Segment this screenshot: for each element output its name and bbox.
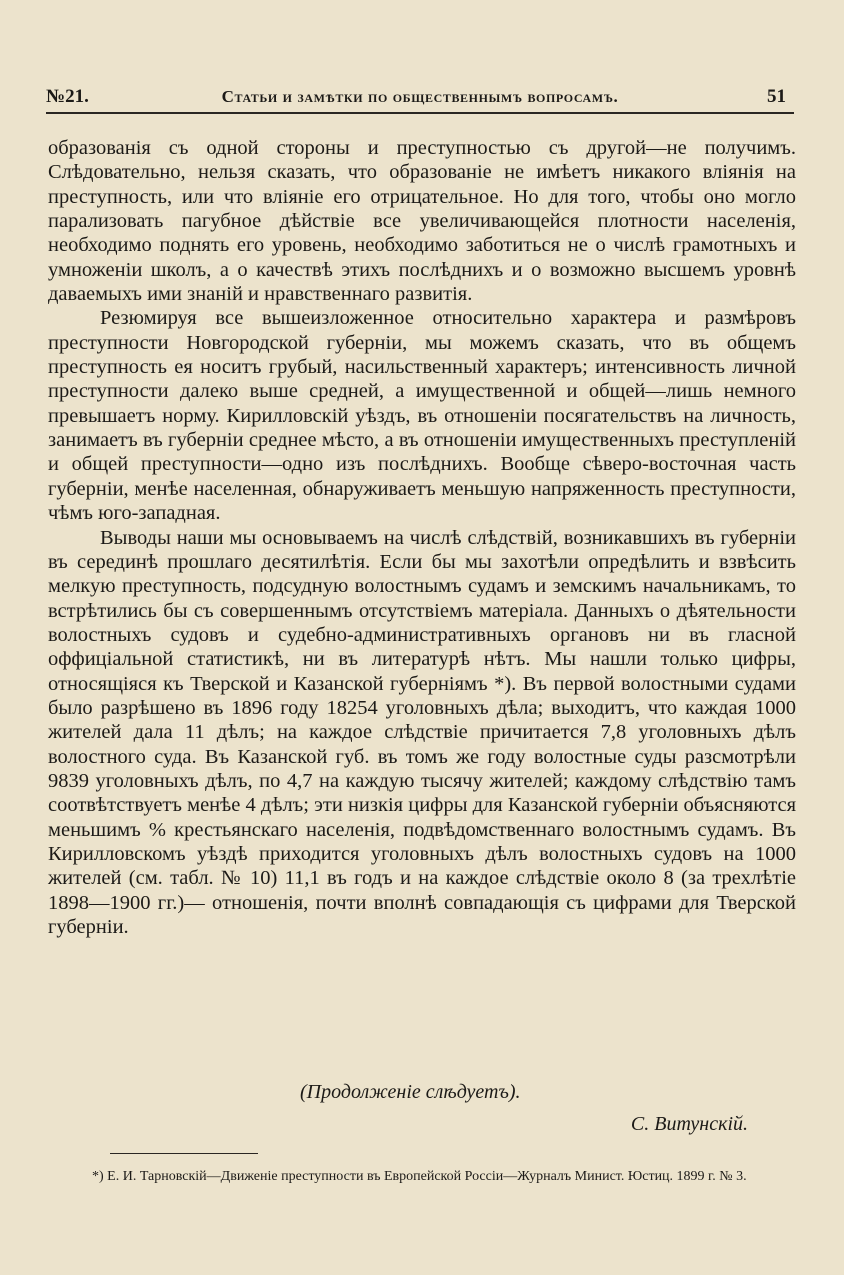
author-signature: С. Витунскій. [630, 1113, 748, 1135]
paragraph-summary: Резюмируя все вышеизложенное относительно характера и размѣровъ преступности Новгородской губерніи, мы можемъ сказать, что въ общемъ преступность ея носитъ грубый, насильственный характеръ; интенсивность личной преступности далеко выше средней, а имущественной и общей—лишь немного превышаетъ норму. Кирилловскій уѣздъ, въ отношеніи посягательствъ на личность, занимаетъ въ губерніи среднее мѣсто, а въ отношеніи имущественныхъ преступленій и общей преступности—одно изъ послѣднихъ. Вообще сѣверо-восточная часть губерніи, менѣе населенная, обнаруживаетъ меньшую напряженность преступности, чѣмъ юго-западная. [48, 307, 796, 525]
section-title: Статьи и замѣтки по общественнымъ вопросамъ. [221, 87, 619, 106]
paragraph-conclusions: Выводы наши мы основываемъ на числѣ слѣдствій, возникавшихъ въ губерніи въ серединѣ прошлаго десятилѣтія. Если бы мы захотѣли опредѣлить и взвѣсить мелкую преступность, подсудную волостнымъ судамъ и земскимъ начальникамъ, то встрѣтились бы съ совершеннымъ отсутствіемъ матеріала. Данныхъ о дѣятельности волостныхъ судовъ и судебно-административныхъ органовъ ни въ гласной оффиціальной статистикѣ, ни въ литературѣ нѣтъ. Мы нашли только цифры, относящіяся къ Тверской и Казанской губерніямъ *). Въ первой волостными судами было разрѣшено въ 1896 году 18254 уголовныхъ дѣла; выходитъ, что каждая 1000 жителей дала 11 дѣлъ; на каждое слѣдствіе причитается 7,8 уголовныхъ дѣлъ волостного суда. Въ Казанской губ. въ томъ же году волостные суды разсмотрѣли 9839 уголовныхъ дѣлъ, по 4,7 на каждую тысячу жителей; каждому слѣдствію тамъ соотвѣтствуетъ менѣе 4 дѣлъ; эти низкія цифры для Казанской губерніи объясняются меньшимъ % крестьянскаго населенія, подвѣдомственнаго волостнымъ судамъ. Въ Кирилловскомъ уѣздѣ приходится уголовныхъ дѣлъ волостныхъ судовъ на 1000 жителей (см. табл. № 10) 11,1 въ годъ и на каждое слѣдствіе около 8 (за трехлѣтіе 1898—1900 гг.)— отношенія, почти вполнѣ совпадающія съ цифрами для Тверской губерніи. [48, 526, 796, 938]
page-number: 51 [767, 86, 786, 107]
paragraph-continued: образованія съ одной стороны и преступностью съ другой—не получимъ. Слѣдовательно, нельзя сказать, что образованіе не имѣетъ никакого вліянія на преступность, или что вліяніе его отрицательное. Но для того, чтобы оно могло парализовать пагубное дѣйствіе все увеличивающейся плотности населенія, необходимо поднять его уровень, необходимо заботиться не о числѣ грамотныхъ и умноженіи школъ, а о качествѣ этихъ послѣднихъ и о возможно высшемъ уровнѣ даваемыхъ ими знаній и нравственнаго развитія. [48, 137, 796, 306]
continuation-note: (Продолженіе слѣдуетъ). [300, 1081, 521, 1103]
header-rule [46, 112, 794, 114]
footnote: *) Е. И. Тарновскій—Движеніе преступности въ Европейской Россіи—Журналъ Минист. Юстиц. 1899 г. № 3. [92, 1169, 747, 1184]
issue-number: №21. [46, 86, 89, 107]
running-header [46, 86, 794, 112]
article-body [48, 136, 796, 939]
footnote-rule [110, 1153, 258, 1154]
